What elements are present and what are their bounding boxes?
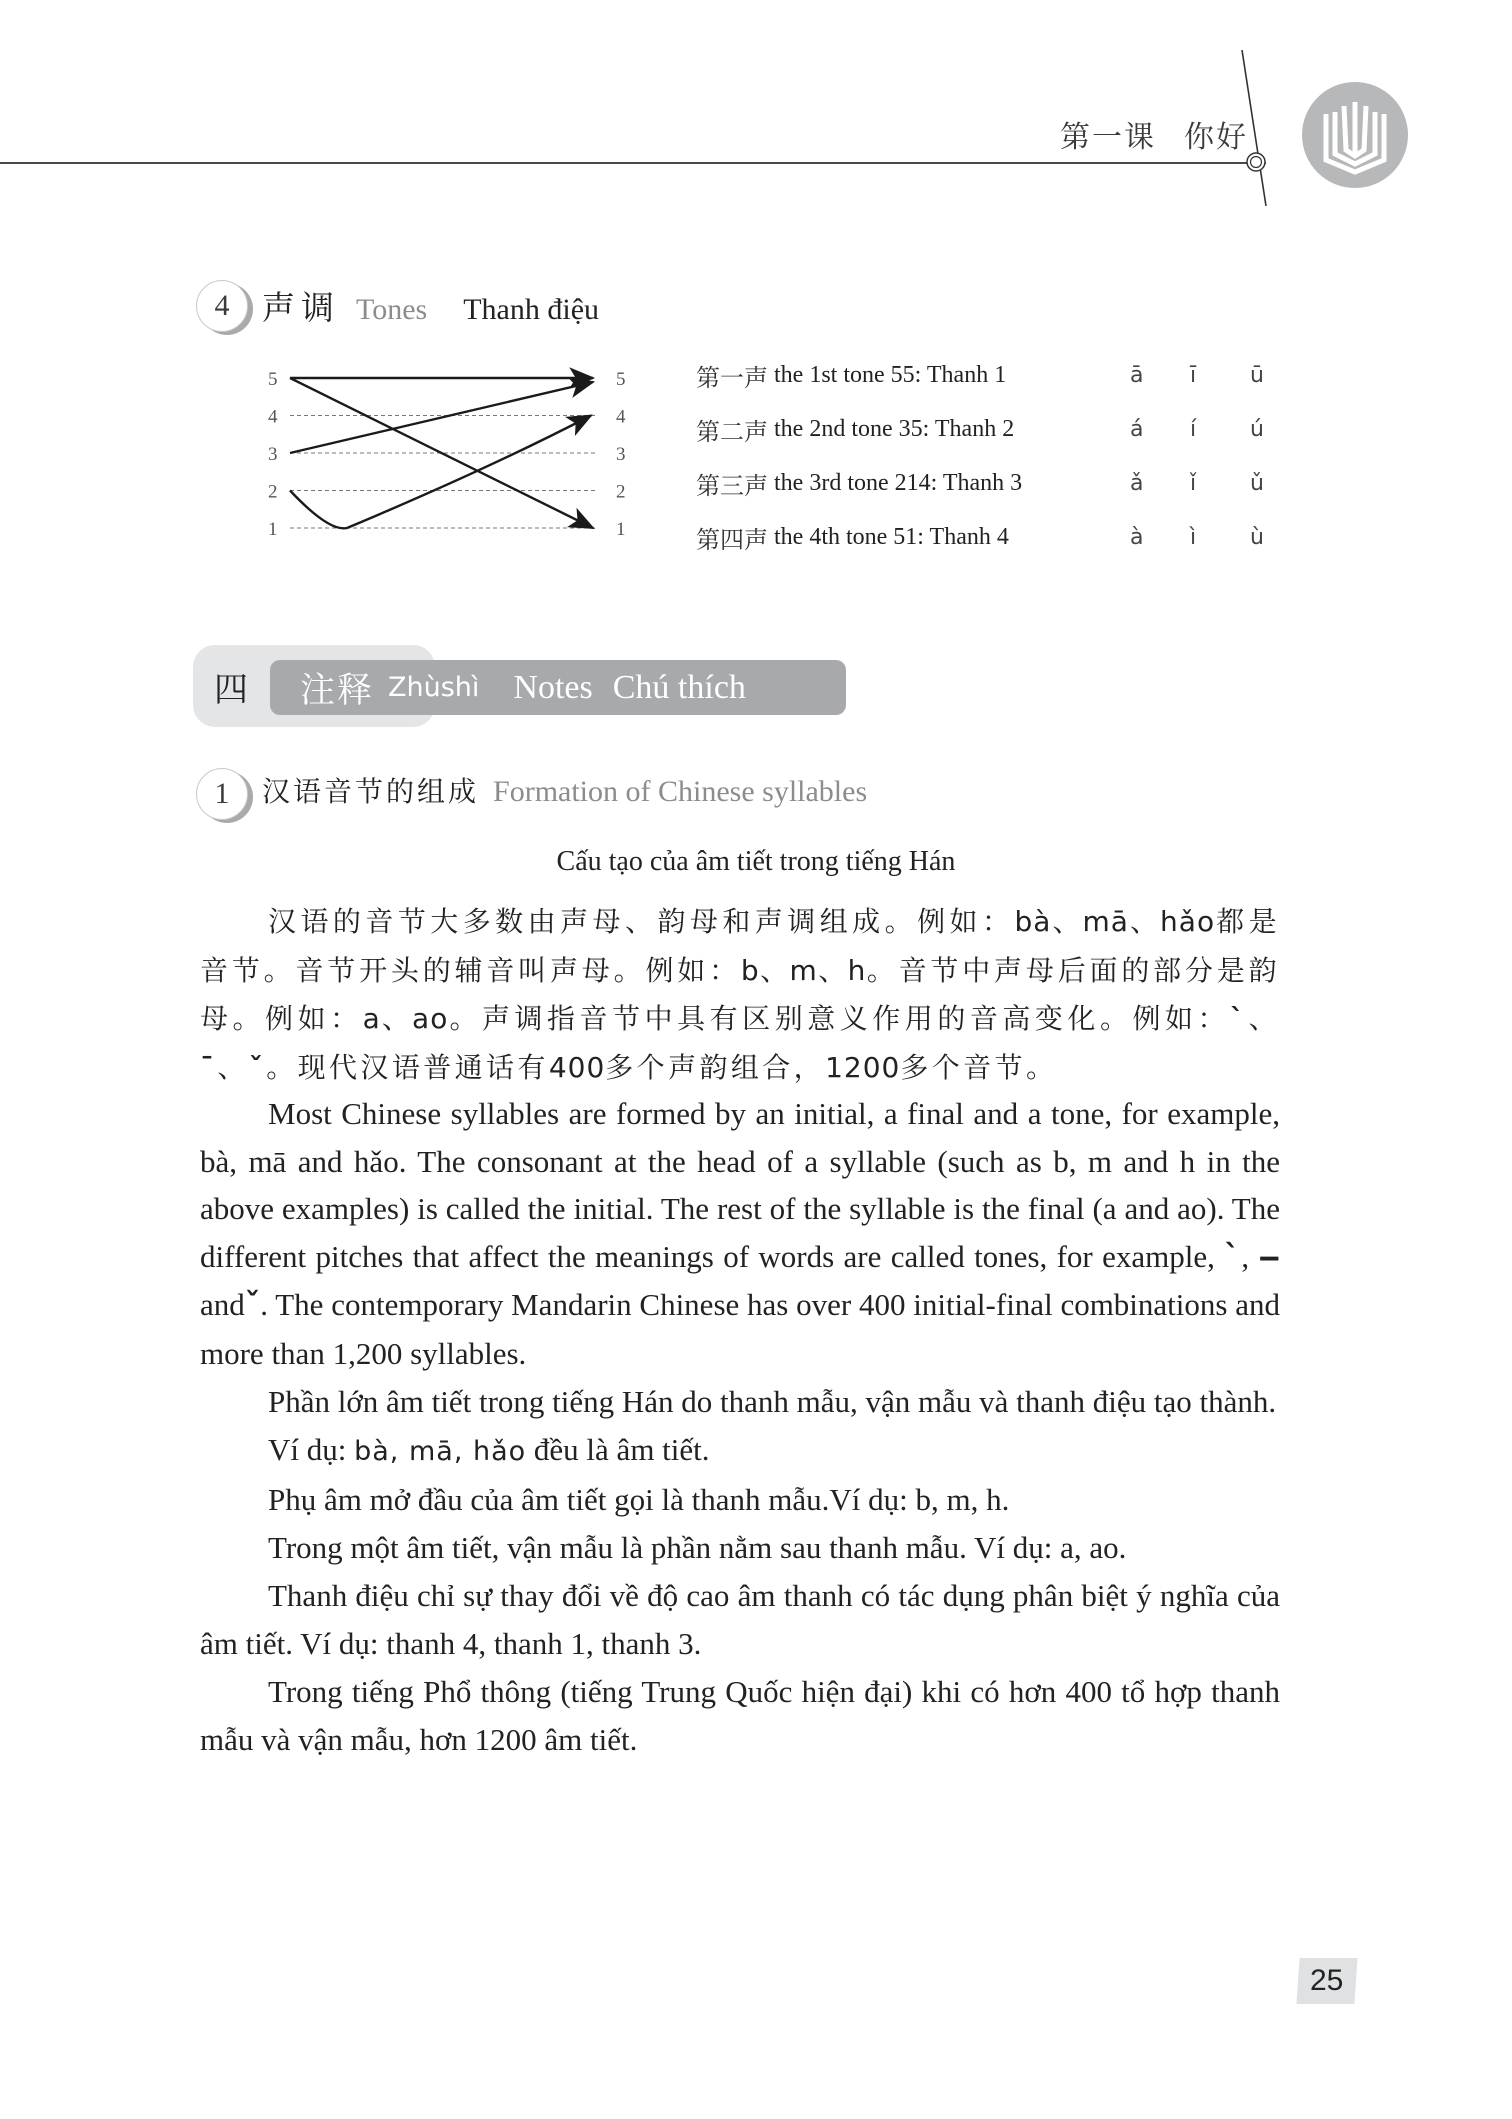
- tone-example: ǔ: [1250, 470, 1264, 496]
- pitch-level-label: 1: [616, 519, 626, 540]
- tone-description: the 3rd tone 214: Thanh 3: [774, 469, 1023, 496]
- running-header: [1060, 112, 1248, 156]
- paragraph-vi: [200, 1426, 1280, 1476]
- paragraph-vi: Phần lớn âm tiết trong tiếng Hán do thanh mẫu, vận mẫu và thanh điệu tạo thành.: [268, 1384, 1277, 1419]
- tone-contour-tone3: [290, 416, 591, 529]
- separator: 、: [217, 1050, 249, 1084]
- paragraph-vi: Thanh điệu chỉ sự thay đổi về độ cao âm thanh có tác dụng phân biệt ý nghĩa của âm tiết. Ví dụ: thanh 4, thanh 1, thanh 3.: [200, 1578, 1280, 1661]
- pinyin-examples: bà、mā、hǎo: [1014, 905, 1216, 938]
- falling-tone-mark-icon: ˋ: [1230, 1002, 1249, 1035]
- final-examples: a、ao: [362, 1002, 449, 1035]
- number: 400: [548, 1050, 606, 1084]
- level-tone-mark-icon: ˉ: [200, 1050, 218, 1084]
- section-number-badge: [196, 768, 248, 820]
- header-lesson: 第一课: [1060, 120, 1156, 155]
- tone-example: ū: [1250, 362, 1264, 388]
- header-rule: [0, 162, 1266, 164]
- initial-examples: b、m、h: [740, 953, 867, 987]
- paragraphs-vi: [200, 1378, 1280, 1764]
- pitch-level-label: 2: [616, 481, 626, 503]
- paragraph-zh: [200, 898, 1280, 1092]
- text: đều là âm tiết.: [526, 1432, 710, 1467]
- tone-row: [696, 402, 1310, 456]
- text: 多个音节。: [900, 1050, 1058, 1084]
- pitch-level-label: 3: [268, 444, 278, 465]
- tone-example: í: [1190, 416, 1197, 442]
- falling-tone-mark-icon: ˋ: [1224, 1238, 1242, 1275]
- tone-name-zh: 第二声: [696, 417, 768, 446]
- tone-example: ù: [1250, 524, 1264, 550]
- text: 。音节中声母后面的部分是韵母。例如：: [200, 953, 1281, 1035]
- text: . The contemporary Mandarin Chinese has over 400 initial-final combinations and more than 1,200 syllables.: [200, 1287, 1280, 1371]
- paragraph-vi: Phụ âm mở đầu của âm tiết gọi là thanh mẫu.Ví dụ: b, m, h.: [268, 1482, 1010, 1517]
- tone-example: ǎ: [1130, 470, 1144, 496]
- header-title: 你好: [1184, 120, 1248, 155]
- page-number: 25: [1310, 1964, 1344, 1997]
- pitch-level-label: 3: [616, 444, 626, 465]
- tone-example: ī: [1190, 362, 1197, 388]
- level-tone-mark-icon: ‒: [1258, 1238, 1281, 1275]
- notes-title-en: Notes: [513, 668, 593, 706]
- tone-contour-diagram: [260, 360, 640, 550]
- tone-contour-tone2: [290, 382, 593, 453]
- tone-row: [696, 348, 1310, 402]
- open-book-logo-icon: [1302, 82, 1408, 188]
- tone-example: ì: [1190, 524, 1197, 550]
- notes-banner: [270, 660, 846, 715]
- pitch-level-label: 1: [268, 519, 278, 540]
- page-number-badge: [1296, 1958, 1357, 2004]
- header-ornament: [1230, 50, 1290, 230]
- text: 都是音节。音节开头的辅音叫声母。例如：: [200, 905, 1281, 987]
- section-number: 4: [214, 289, 230, 322]
- subsection-heading-en: Formation of Chinese syllables: [493, 775, 868, 808]
- pitch-level-label: 5: [268, 369, 278, 390]
- section-number: 1: [214, 777, 230, 810]
- paragraph-en: [200, 1090, 1280, 1377]
- subsection-heading: [262, 770, 867, 810]
- text: ,: [1241, 1238, 1259, 1274]
- section-number-badge: [196, 280, 248, 332]
- notes-section-number: 四: [214, 670, 248, 710]
- tone-description: the 4th tone 51: Thanh 4: [774, 523, 1009, 550]
- tone-row: [696, 510, 1310, 564]
- pitch-level-label: 4: [268, 406, 278, 428]
- subsection-heading-zh: 汉语音节的组成: [262, 775, 480, 808]
- tone-example: ǐ: [1190, 470, 1197, 496]
- text: 。现代汉语普通话有: [266, 1050, 549, 1084]
- text: 。声调指音节中具有区别意义作用的音高变化。例如：: [448, 1002, 1231, 1035]
- tone-description: the 2nd tone 35: Thanh 2: [774, 415, 1015, 442]
- tone-example: à: [1130, 524, 1144, 550]
- dipping-tone-mark-icon: ˇ: [244, 1287, 261, 1323]
- pitch-level-label: 2: [268, 481, 278, 503]
- tone-description: the 1st tone 55: Thanh 1: [774, 361, 1007, 388]
- tone-name-zh: 第一声: [696, 363, 768, 392]
- subsection-subtitle-vi: Cấu tạo của âm tiết trong tiếng Hán: [556, 846, 956, 877]
- text: 汉语的音节大多数由声母、韵母和声调组成。例如：: [268, 905, 1015, 938]
- paragraph-vi: Trong tiếng Phổ thông (tiếng Trung Quốc hiện đại) khi có hơn 400 tổ hợp thanh mẫu và vận mẫu, hơn 1200 âm tiết.: [200, 1674, 1280, 1757]
- tone-name-zh: 第四声: [696, 525, 768, 554]
- tones-heading-vi: Thanh điệu: [463, 293, 600, 326]
- tone-example: ú: [1250, 416, 1264, 442]
- tone-name-zh: 第三声: [696, 471, 768, 500]
- notes-title-zh: 注释: [300, 670, 375, 711]
- text: 多个声韵组合，: [605, 1050, 826, 1084]
- tone-row: [696, 456, 1310, 510]
- text: and: [200, 1287, 245, 1322]
- tones-heading: [262, 282, 599, 329]
- pitch-level-label: 5: [616, 369, 626, 390]
- tone-example: á: [1130, 416, 1144, 442]
- paragraph-vi: Trong một âm tiết, vận mẫu là phần nằm sau thanh mẫu. Ví dụ: a, ao.: [268, 1530, 1127, 1565]
- pinyin-examples: bà, mā, hǎo: [354, 1436, 527, 1467]
- text: Most Chinese syllables are formed by an initial, a final and a tone, for example, bà, mā and hǎo. The consonant at the head of a syllable (such as b, m and h in the above examples) is called the initial. The rest of the syllable is the final (a and ao). The different pitches that affect the meanings of words are called tones, for example,: [200, 1096, 1280, 1274]
- separator: 、: [1248, 1002, 1280, 1035]
- notes-title-pinyin: Zhùshì: [388, 672, 480, 703]
- number: 1200: [825, 1050, 901, 1084]
- pitch-level-label: 4: [616, 406, 626, 428]
- tone-list: [696, 348, 1310, 564]
- notes-title-vi: Chú thích: [612, 668, 746, 706]
- dipping-tone-mark-icon: ˇ: [248, 1050, 267, 1084]
- tones-heading-zh: 声调: [262, 288, 340, 327]
- tones-heading-en: Tones: [356, 293, 428, 326]
- tone-example: ā: [1130, 362, 1144, 388]
- text: Ví dụ:: [268, 1432, 355, 1467]
